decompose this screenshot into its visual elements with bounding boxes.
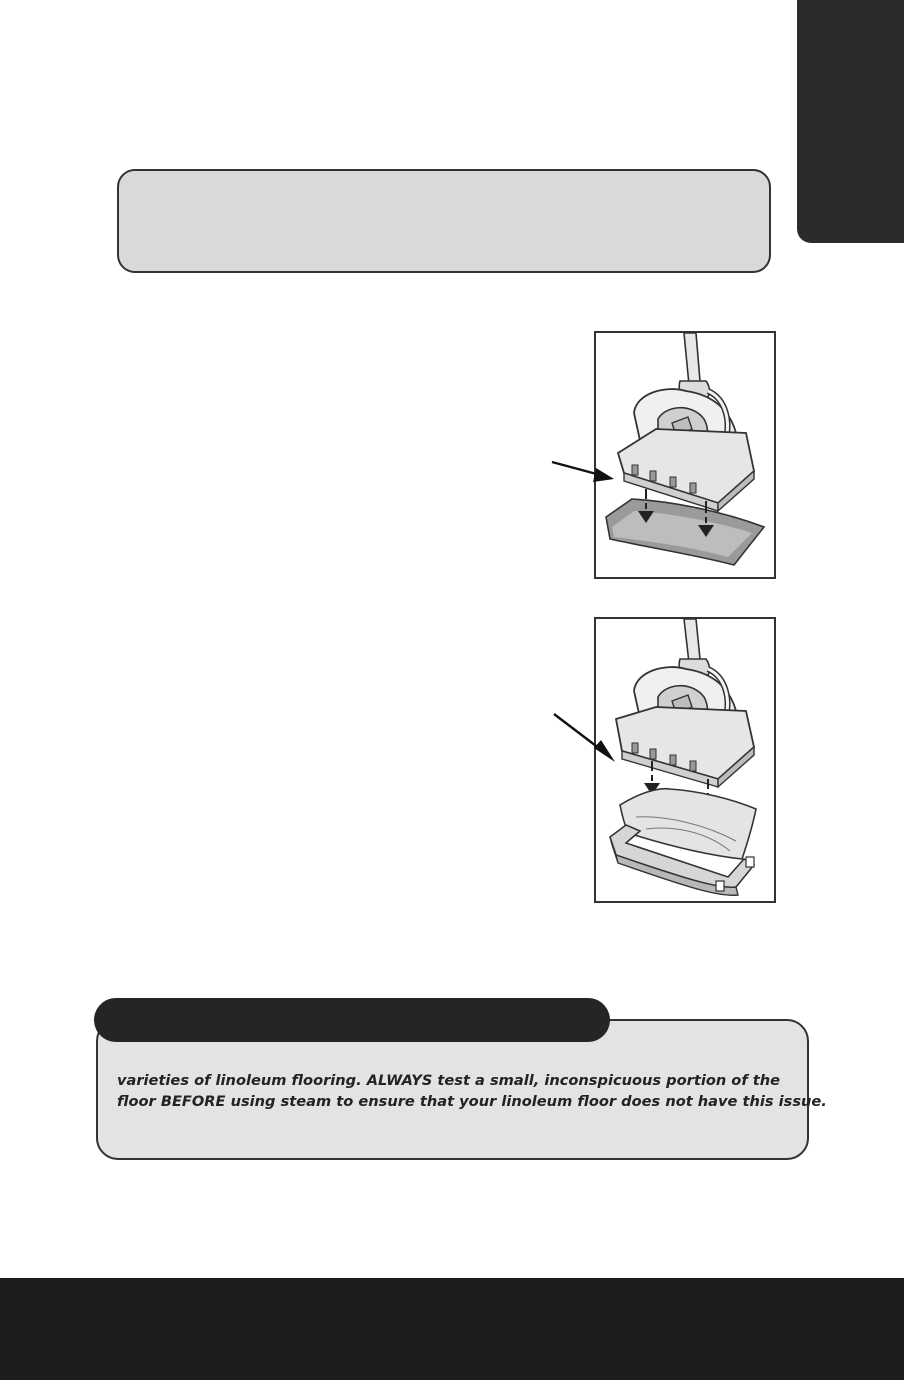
figure-pad-attach bbox=[594, 331, 776, 579]
pointer-arrow-icon bbox=[552, 712, 632, 772]
pointer-arrow-icon bbox=[548, 456, 628, 486]
warning-text bbox=[117, 1070, 827, 1112]
warning-line-1: varieties of linoleum flooring. ALWAYS test a small, inconspicuous portion of the bbox=[117, 1072, 781, 1089]
footer-bar bbox=[0, 1278, 904, 1380]
steam-mop-pad-attach-icon bbox=[596, 333, 774, 577]
language-side-tab bbox=[797, 0, 904, 243]
warning-line-2: floor BEFORE using steam to ensure that your linoleum floor does not have this issue. bbox=[117, 1093, 827, 1110]
warning-header-bar bbox=[94, 998, 610, 1042]
note-box bbox=[117, 169, 771, 273]
